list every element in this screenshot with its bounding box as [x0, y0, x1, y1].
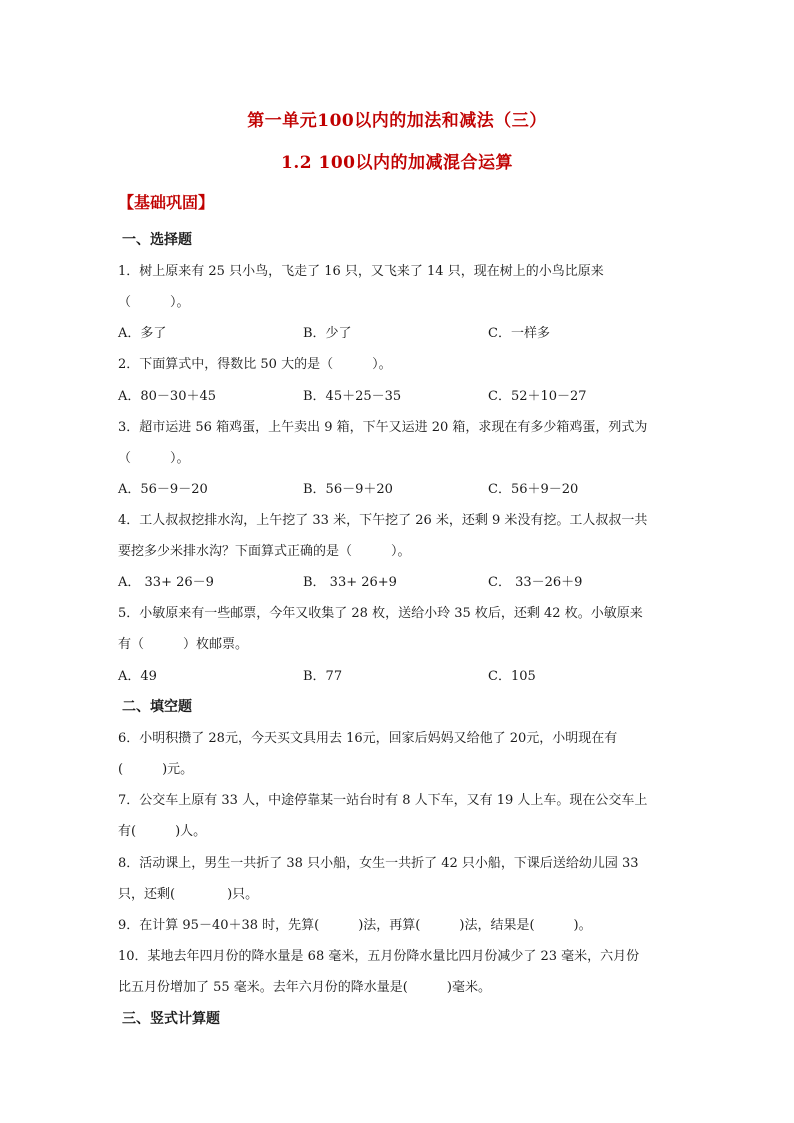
option-b: B． 33+ 26+9 — [303, 575, 397, 590]
question-5-text: 5．小敏原来有一些邮票，今年又收集了 28 枚，送给小玲 35 枚后，还剩 42 枚。小敏原来 — [118, 606, 643, 621]
option-a: A． 33+ 26－9 — [118, 575, 214, 590]
document-subtitle: 1.2 100以内的加减混合运算 — [281, 153, 513, 173]
question-3-text: 3．超市运进 56 箱鸡蛋，上午卖出 9 箱，下午又运进 20 箱，求现在有多少箱鸡蛋，列式为 — [118, 420, 648, 435]
option-c: C．105 — [488, 669, 536, 684]
question-9-text: 9．在计算 95－40＋38 时，先算( )法，再算( )法，结果是( )。 — [118, 918, 592, 933]
question-4-text: 4．工人叔叔挖排水沟，上午挖了 33 米，下午挖了 26 米，还剩 9 米没有挖。工人叔叔一共 — [118, 513, 648, 528]
option-c: C．56＋9－20 — [488, 482, 579, 497]
question-7-text: 7．公交车上原有 33 人，中途停靠某一站台时有 8 人下车，又有 19 人上车。现在公交车上 — [118, 793, 648, 808]
question-4-text-2: 要挖多少米排水沟？下面算式正确的是（ ）。 — [118, 544, 411, 559]
question-7-blank: 有( )人。 — [118, 824, 207, 839]
question-2-options — [118, 385, 678, 405]
option-a: A．49 — [118, 669, 157, 684]
option-a: A．80－30＋45 — [118, 389, 217, 404]
section-heading-fill: 二、填空题 — [122, 699, 192, 715]
question-1-options — [118, 322, 678, 342]
question-10-text: 10．某地去年四月份的降水量是 68 毫米，五月份降水量比四月份减少了 23 毫米，六月份 — [118, 949, 640, 964]
question-10-text-2: 比五月份增加了 55 毫米。去年六月份的降水量是( )毫米。 — [118, 980, 491, 995]
section-heading-choice: 一、选择题 — [122, 232, 192, 248]
question-3-options — [118, 478, 678, 498]
question-8-text: 8．活动课上，男生一共折了 38 只小船，女生一共折了 42 只小船，下课后送给幼儿园 33 — [118, 856, 639, 871]
question-6-blank: ( )元。 — [118, 762, 194, 777]
option-a: A．56－9－20 — [118, 482, 208, 497]
question-8-blank: 只，还剩( )只。 — [118, 887, 259, 902]
option-a: A．多了 — [118, 326, 167, 341]
option-c: C．一样多 — [488, 326, 550, 341]
option-c: C．52＋10－27 — [488, 389, 587, 404]
section-heading-vertical-calc: 三、竖式计算题 — [122, 1011, 220, 1027]
question-2-text: 2．下面算式中，得数比 50 大的是（ ）。 — [118, 357, 392, 372]
section-tag: 【基础巩固】 — [118, 193, 215, 212]
option-b: B．56－9＋20 — [303, 482, 393, 497]
document-title: 第一单元100以内的加法和减法（三） — [247, 111, 547, 131]
question-1-blank: （ ）。 — [118, 295, 190, 310]
question-6-text: 6．小明积攒了 28元，今天买文具用去 16元，回家后妈妈又给他了 20元，小明现在有 — [118, 731, 618, 746]
option-b: B．77 — [303, 669, 343, 684]
option-b: B．45＋25－35 — [303, 389, 402, 404]
question-4-options — [118, 571, 678, 591]
option-b: B．少了 — [303, 326, 352, 341]
option-c: C． 33－26＋9 — [488, 575, 583, 590]
question-5-text-2: 有（ ）枚邮票。 — [118, 637, 249, 652]
question-1-text: 1．树上原来有 25 只小鸟，飞走了 16 只，又飞来了 14 只，现在树上的小鸟比原来 — [118, 264, 604, 279]
question-3-blank: （ ）。 — [118, 451, 190, 466]
question-5-options — [118, 665, 678, 685]
